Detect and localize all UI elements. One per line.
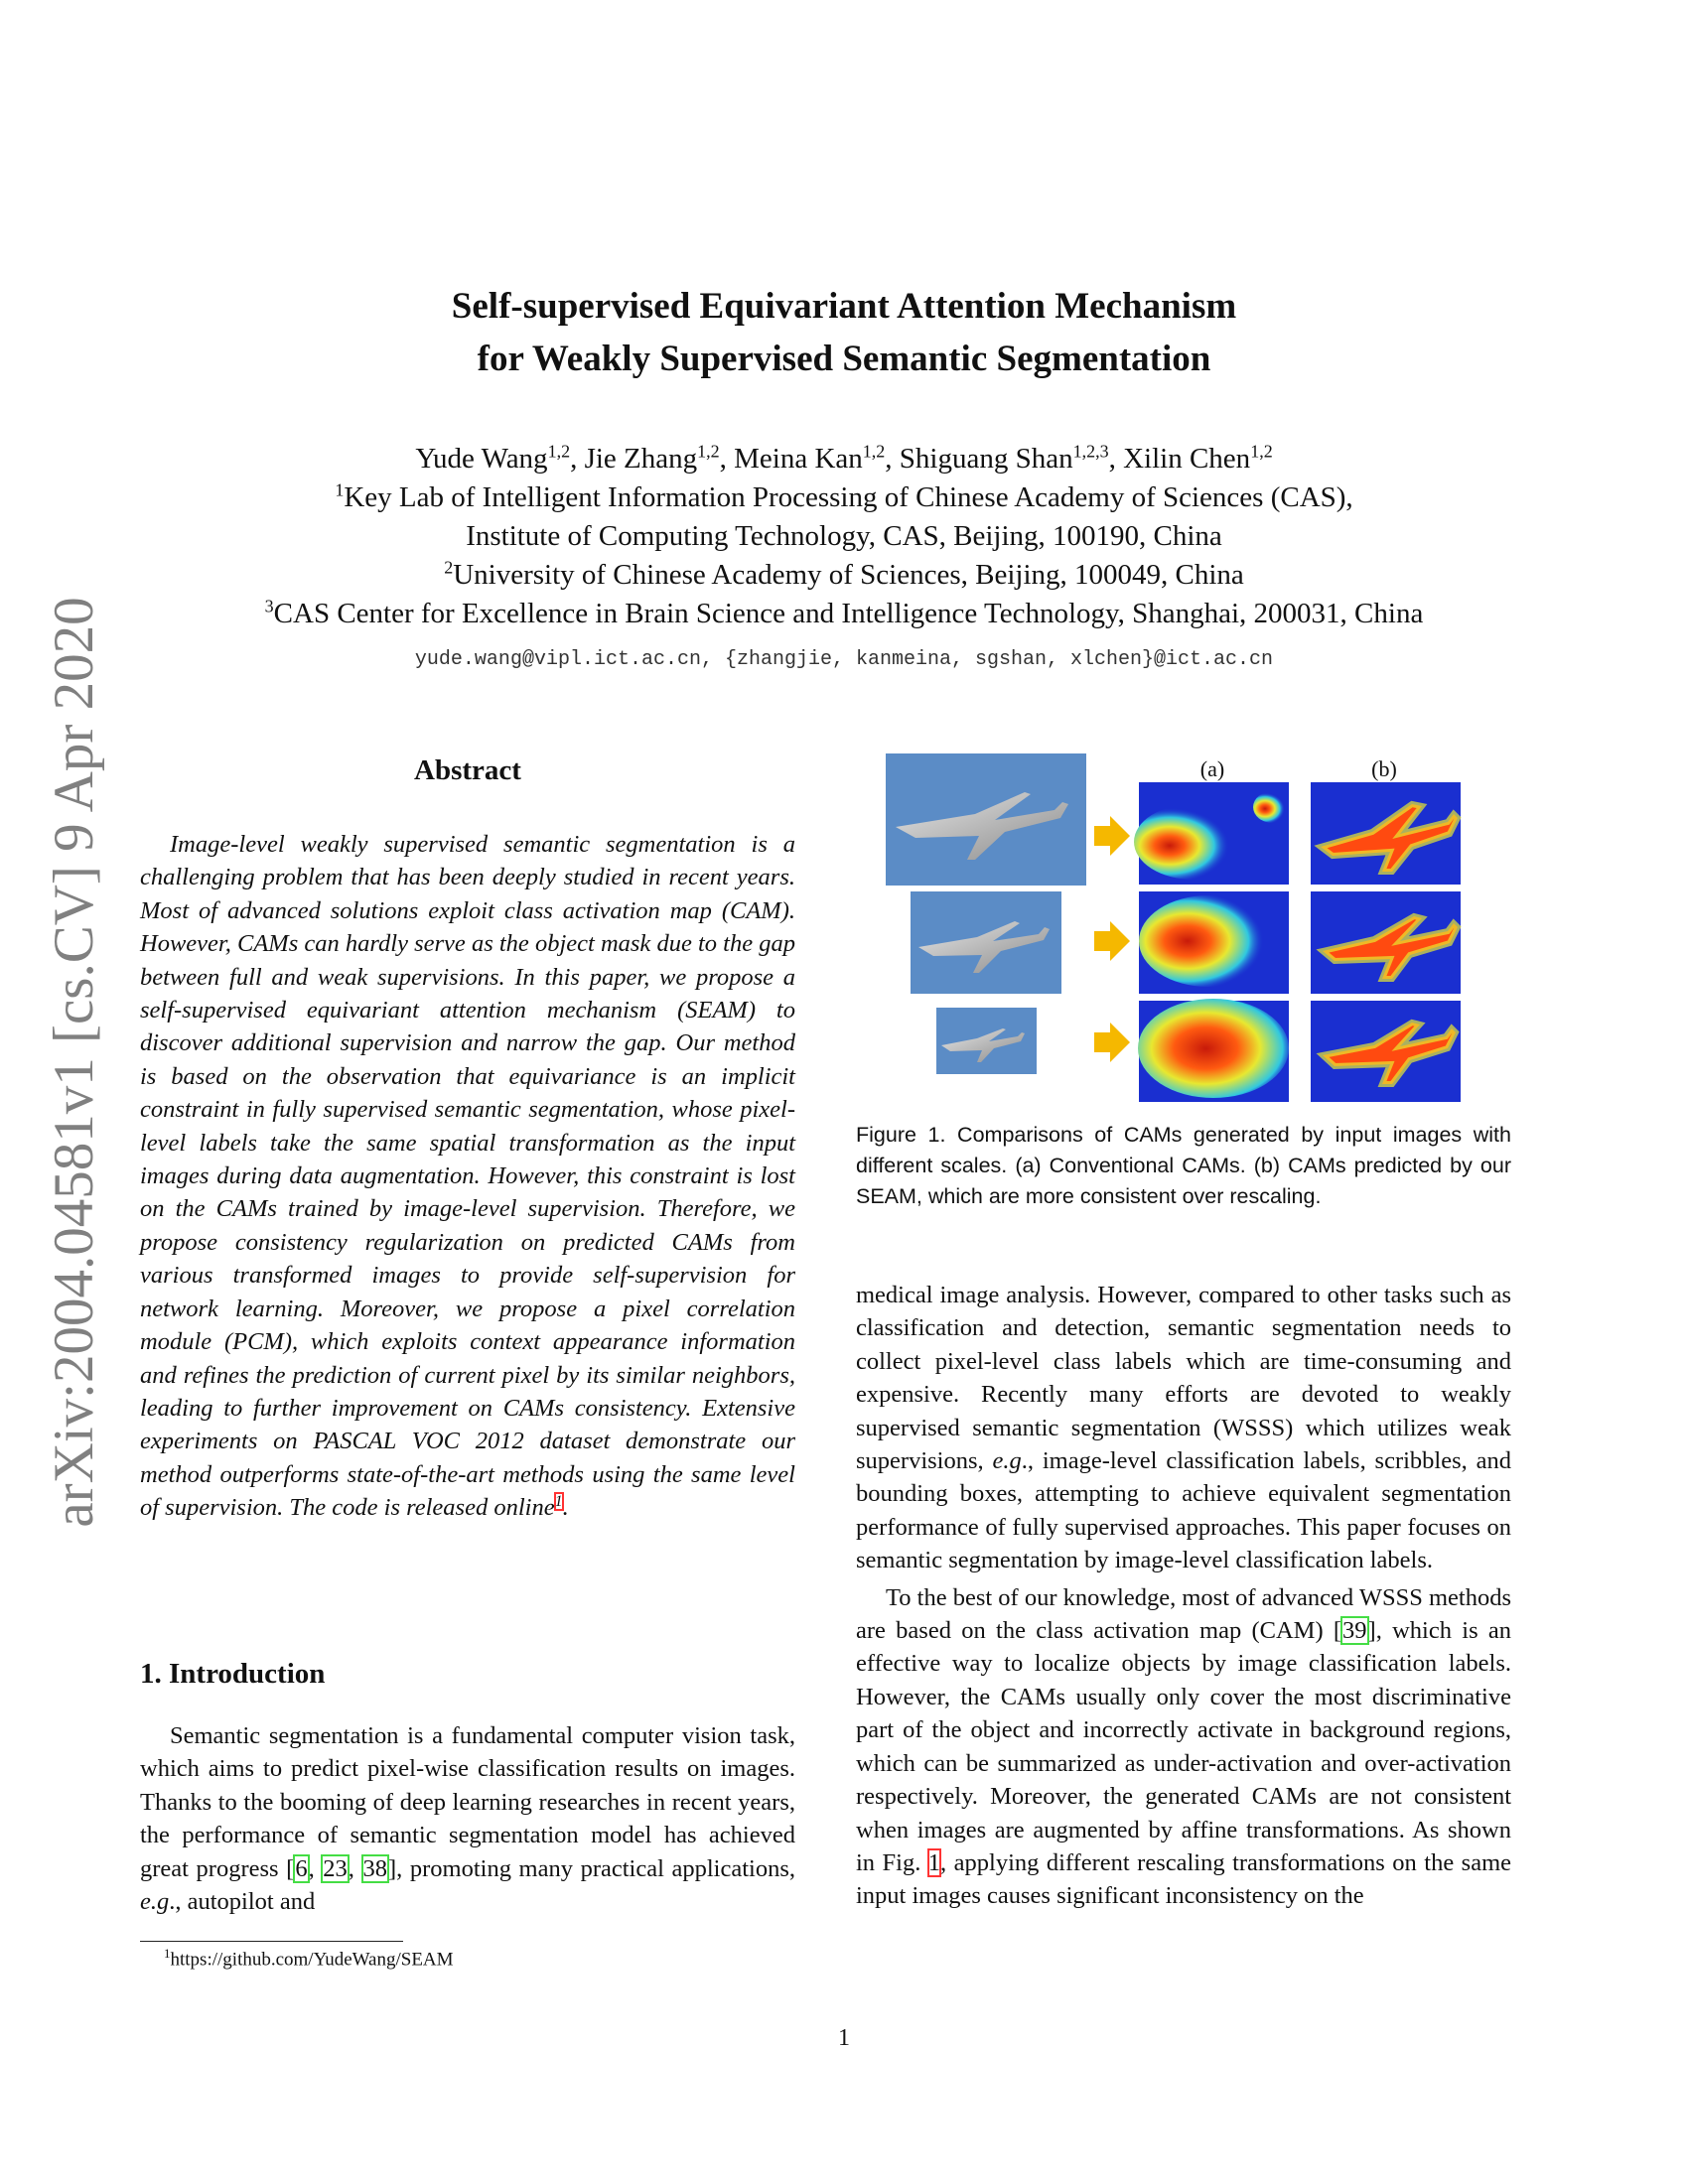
abstract-text: Image-level weakly supervised semantic segmentation is a challenging problem that has been deeply studied in recent years. Most of advanced solutions exploit class activation map (CAM). However, CAMs can hardly serve as the object mask due to the gap between full and weak supervisions. In this paper, we propose a self-supervised equivariant attention mechanism (SEAM) to discover additional supervision and narrow the gap. Our method is based on the observation that equivariance is an implicit constraint in fully supervised semantic segmentation, whose pixel-level labels take the same spatial transformation as the input images during data augmentation. However, this constraint is lost on the CAMs trained by image-level supervision. Therefore, we propose consistency regularization on predicted CAMs from various transformed images to provide self-supervision for network learning. Moreover, we propose a pixel correlation module (PCM), which exploits context appearance information and refines the prediction of current pixel by its similar neighbors, leading to further improvement on CAMs consistency. Extensive experiments on PASCAL VOC 2012 dataset demonstrate our method outperforms state-of-the-art methods using the same level of supervision. The code is released online bbox=[140, 831, 795, 1522]
author-sup: 1,2 bbox=[547, 441, 571, 462]
footnote-rule bbox=[140, 1941, 403, 1942]
citation-link[interactable]: 38 bbox=[362, 1854, 388, 1882]
citation-link[interactable]: 39 bbox=[1342, 1617, 1367, 1645]
column-label-a: (a) bbox=[1199, 756, 1225, 781]
abstract-body: Image-level weakly supervised semantic segmentation is a challenging problem that has been deeply studied in recent years. Most of advanced solutions exploit class activation map (CAM). However, CAMs can hardly serve as the object mask due to the gap between full and weak supervisions. In this paper, we propose a self-supervised equivariant attention mechanism (SEAM) to discover additional supervision and narrow the gap. Our method is based on the observation that equivariance is an implicit constraint in fully supervised semantic segmentation, whose pixel-level labels take the same spatial transformation as the input images during data augmentation. However, this constraint is lost on the CAMs trained by image-level supervision. Therefore, we propose consistency regularization on predicted CAMs from various transformed images to provide self-supervision for network learning. Moreover, we propose a pixel correlation module (PCM), which exploits context appearance information and refines the prediction of current pixel by its similar neighbors, leading to further improvement on CAMs consistency. Extensive experiments on PASCAL VOC 2012 dataset demonstrate our method outperforms state-of-the-art methods using the same level of supervision. The code is released online$^1$. bbox=[140, 831, 795, 1522]
arrow-icon bbox=[1094, 1023, 1130, 1062]
title-line-2: for Weakly Supervised Semantic Segmentation bbox=[477, 339, 1211, 379]
author-name: Shiguang Shan bbox=[899, 443, 1073, 475]
intro-paragraph: Semantic segmentation is a fundamental computer vision task, which aims to predict pixel-wise classification results on images. Thanks to the booming of deep learning researches in recent years, the performance of semantic segmentation model has achieved great progress [6, 23, 38], promoting many practical applications, e.g., autopilot and bbox=[140, 1722, 796, 1916]
citation-link[interactable]: 6 bbox=[295, 1854, 308, 1882]
input-image-small bbox=[936, 1008, 1037, 1074]
author-block bbox=[0, 440, 1688, 633]
paragraph: medical image analysis. However, compared to other tasks such as classification and detection, semantic segmentation needs to collect pixel-level class labels which are time-consuming and expensive. Recently many efforts are devoted to weakly supervised semantic segmentation (WSSS) which utilizes weak supervisions, e.g., image-level classification labels, scribbles, and bounding boxes, attempting to achieve equivalent segmentation performance of fully supervised approaches. This paper focuses on semantic segmentation by image-level classification labels. bbox=[856, 1282, 1511, 1574]
affiliation: Institute of Computing Technology, CAS, Beijing, 100190, China bbox=[466, 520, 1222, 552]
cam-seam-small bbox=[1311, 1001, 1461, 1102]
input-image-large bbox=[886, 753, 1086, 886]
affiliation: $^2$University of Chinese Academy of Sciences, Beijing, 100049, China bbox=[444, 557, 1244, 591]
affiliation: $^1$Key Lab of Intelligent Information Processing of Chinese Academy of Sciences (CAS), bbox=[335, 479, 1353, 513]
arxiv-stamp-text: arXiv:2004.04581v1 [cs.CV] 9 Apr 2020 bbox=[43, 597, 105, 1528]
right-column-text bbox=[856, 1279, 1511, 1913]
cam-seam-medium bbox=[1311, 891, 1461, 994]
cam-seam-large bbox=[1311, 782, 1461, 885]
cam-conventional-small bbox=[1138, 999, 1289, 1102]
figure-link[interactable]: 1 bbox=[927, 1848, 941, 1876]
author-name: Meina Kan bbox=[734, 443, 863, 475]
citation-link[interactable]: 23 bbox=[323, 1854, 348, 1882]
footnote-url[interactable]: https://github.com/YudeWang/SEAM bbox=[170, 1949, 454, 1971]
page-number: 1 bbox=[838, 2025, 850, 2051]
input-image-medium bbox=[911, 891, 1061, 994]
author-sup: 1,2 bbox=[697, 441, 720, 462]
title-line-1: Self-supervised Equivariant Attention Mechanism bbox=[451, 286, 1237, 327]
author-name: Xilin Chen bbox=[1123, 443, 1251, 475]
column-label-b: (b) bbox=[1371, 756, 1397, 781]
cam-conventional-large bbox=[1134, 782, 1293, 885]
paragraph: To the best of our knowledge, most of advanced WSSS methods are based on the class activation map (CAM) [39], which is an effective way to localize objects by image classification labels. However, the CAMs usually only cover the most discriminative part of the object and incorrectly activate in background regions, which can be summarized as under-activation and over-activation respectively. Moreover, the generated CAMs are not consistent when images are augmented by affine transformations. As shown in Fig. 1, applying different rescaling transformations on the same input images causes significant inconsistency on the bbox=[856, 1583, 1512, 1910]
author-sup: 1,2 bbox=[862, 441, 886, 462]
footnote: $^1$https://github.com/YudeWang/SEAM bbox=[164, 1946, 454, 1971]
figure-1 bbox=[856, 752, 1511, 1110]
paper-title bbox=[0, 280, 1688, 385]
author-name: Yude Wang bbox=[415, 443, 548, 475]
author-sup: 1,2,3 bbox=[1072, 441, 1109, 462]
section-heading-introduction: 1. Introduction bbox=[140, 1658, 326, 1690]
author-emails: yude.wang@vipl.ict.ac.cn, {zhangjie, kanmeina, sgshan, xlchen}@ict.ac.cn bbox=[414, 648, 1274, 671]
author-sup: 1,2 bbox=[1250, 441, 1273, 462]
figure-1-graphic bbox=[856, 752, 1511, 1110]
arrow-icon bbox=[1094, 816, 1130, 856]
abstract-heading: Abstract bbox=[414, 754, 521, 786]
affiliation: $^3$CAS Center for Excellence in Brain Science and Intelligence Technology, Shanghai, 200031, China bbox=[264, 596, 1424, 629]
author-name: Jie Zhang bbox=[584, 443, 698, 475]
arxiv-stamp bbox=[30, 586, 119, 1539]
cam-conventional-medium bbox=[1139, 891, 1289, 994]
figure-1-caption: Figure 1. Comparisons of CAMs generated by input images with different scales. (a) Conventional CAMs. (b) CAMs predicted by our SEAM, which are more consistent over rescaling. bbox=[856, 1123, 1511, 1208]
arrow-icon bbox=[1094, 921, 1130, 961]
footnote-link[interactable]: 1 bbox=[554, 1492, 563, 1510]
author-names: Yude Wang$^{1,2}$, Jie Zhang$^{1,2}$, Meina Kan$^{1,2}$, Shiguang Shan$^{1,2,3}$, Xilin Chen$^{1,2}$ bbox=[415, 441, 1273, 475]
